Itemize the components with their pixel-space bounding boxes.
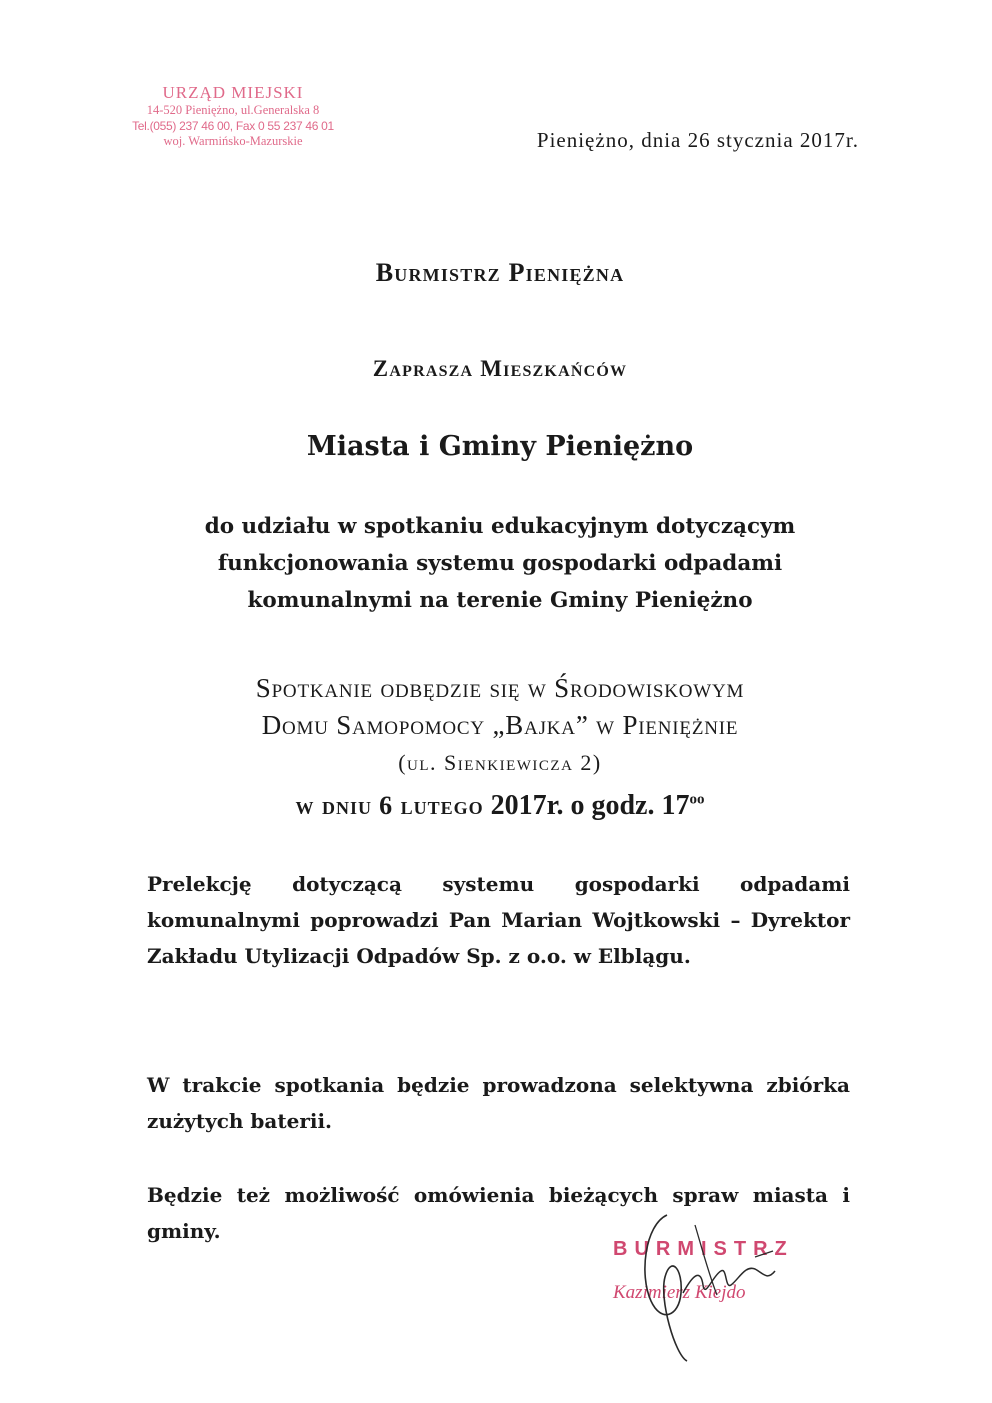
date-day: 6 lutego (379, 791, 484, 820)
heading-mayor: Burmistrz Pieniężna (375, 258, 625, 287)
signature-block (605, 1205, 815, 1365)
stamp-phone: Tel.(055) 237 46 00, Fax 0 55 237 46 01 (132, 118, 334, 133)
invitation-text (100, 508, 900, 619)
invitation-line: do udziału w spotkaniu edukacyjnym dotyczącym (204, 514, 796, 539)
date-prefix: w dniu (295, 791, 373, 820)
date-time: 2017r. o godz. 17 (490, 790, 690, 821)
date-line: Pieniężno, dnia 26 stycznia 2017r. (536, 128, 859, 152)
venue (100, 670, 900, 781)
venue-line: Domu Samopomocy „Bajka” w Pieniężnie (261, 710, 739, 740)
date-minutes: oo (689, 791, 705, 808)
office-stamp (113, 82, 353, 150)
heading-invites: Zaprasza Mieszkańców (372, 356, 628, 381)
stamp-address: 14-520 Pieniężno, ul.Generalska 8 (146, 103, 320, 118)
invitation-line: funkcjonowania systemu gospodarki odpadami (217, 551, 783, 576)
invitation-line: komunalnymi na terenie Gminy Pieniężno (247, 588, 753, 613)
event-date (100, 790, 900, 822)
heading-municipality: Miasta i Gminy Pieniężno (306, 431, 694, 462)
signature-stamp-name: Kazimierz Kiejdo (613, 1282, 746, 1303)
stamp-region: woj. Warmińsko-Mazurskie (163, 133, 303, 148)
venue-street: (ul. Sienkiewicza 2) (398, 750, 602, 775)
paragraph-discussion: Będzie też możliwość omówienia bieżących spraw miasta i gminy. (147, 1183, 850, 1243)
paragraph-lecture: Prelekcję dotyczącą systemu gospodarki odpadami komunalnymi poprowadzi Pan Marian Wojtkowski – Dyrektor Zakładu Utylizacji Odpadów Sp. z o.o. w Elblągu. (147, 872, 850, 968)
handwritten-signature-icon (605, 1205, 815, 1365)
signature-stamp-title: BURMISTRZ (613, 1238, 794, 1260)
venue-line: Spotkanie odbędzie się w Środowiskowym (255, 673, 745, 703)
paragraph-batteries: W trakcie spotkania będzie prowadzona selektywna zbiórka zużytych baterii. (147, 1073, 850, 1133)
stamp-title: URZĄD MIEJSKI (162, 83, 304, 102)
